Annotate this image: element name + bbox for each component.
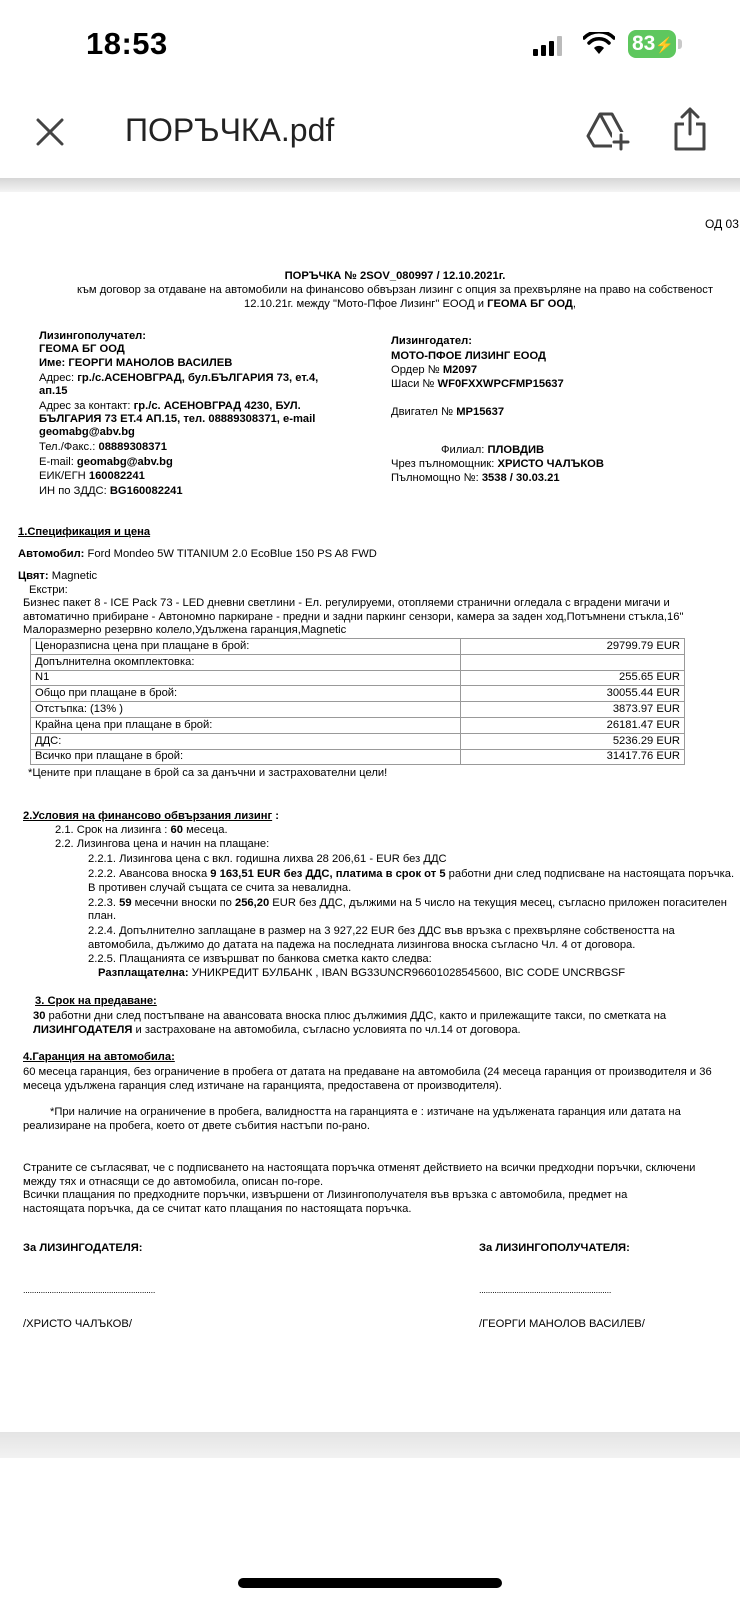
- lessee-company: ГЕОМА БГ ООД: [39, 343, 125, 355]
- price-row-label: N1: [31, 670, 461, 686]
- clause-2-2-4: 2.2.4. Допълнително заплащане в размер на 3 927,22 EUR без ДДС във връзка с прехвърляне собствеността на: [88, 925, 675, 937]
- document-title: ПОРЪЧКА.pdf: [125, 112, 335, 148]
- price-row-value: 31417.76 EUR: [461, 749, 685, 765]
- home-indicator[interactable]: [238, 1578, 502, 1588]
- lease-term: 2.1. Срок на лизинга : 60 месеца.: [55, 824, 228, 836]
- section2-title: 2.Условия на финансово обвързания лизинг :: [23, 810, 279, 822]
- price-row-label: Отстъпка: (13% ): [31, 702, 461, 718]
- status-bar: [0, 0, 740, 88]
- lessee-address-2: ап.15: [39, 385, 68, 397]
- clause-2-2-3-line2: план.: [88, 910, 117, 922]
- close-icon[interactable]: [30, 112, 70, 152]
- price-row-value: 26181.47 EUR: [461, 717, 685, 733]
- lessor-engine: Двигател № MP15637: [391, 406, 505, 418]
- lessor-branch: Филиал: ПЛОВДИВ: [441, 444, 545, 456]
- pdf-page[interactable]: [0, 192, 740, 1432]
- section1-title: 1.Спецификация и цена: [18, 526, 151, 538]
- delivery-line: 30 работни дни след постъпване на авансовата вноска плюс дължимия ДДС, както и прилежащите такси, по сметката на: [33, 1010, 667, 1022]
- clause-2-2-2: 2.2.2. Авансова вноска 9 163,51 EUR без ДДС, платима в срок от 5 работни дни след подписване на настоящата поръчка.: [88, 868, 735, 880]
- lessee-contact-address-2: БЪЛГАРИЯ 73 ЕТ.4 АП.15, тел. 08889308371, e-mail: [39, 413, 316, 425]
- price-row: [31, 670, 685, 686]
- lessor-proxy: Чрез пълномощник: ХРИСТО ЧАЛЪКОВ: [391, 458, 604, 470]
- price-row: [31, 654, 685, 670]
- title-bar: [0, 88, 740, 180]
- price-method: 2.2. Лизингова цена и начин на плащане:: [55, 838, 270, 850]
- lessee-name: Име: ГЕОРГИ МАНОЛОВ ВАСИЛЕВ: [39, 357, 233, 369]
- lessee-contact-address-3: geomabg@abv.bg: [39, 426, 135, 438]
- order-subheading-2: 12.10.21г. между "Мото-Пфое Лизинг" ЕООД и ГЕОМА БГ ООД,: [244, 298, 576, 310]
- lessor-vin: Шаси № WF0FXXWPCFMP15637: [391, 378, 564, 390]
- price-row-label: Общо при плащане в брой:: [31, 686, 461, 702]
- closing-line: между тях и отнасящи се до автомобила, описан по-горе.: [23, 1176, 324, 1188]
- lessor-order: Ордер № M2097: [391, 364, 478, 376]
- price-row: [31, 749, 685, 765]
- closing-line: Страните се съгласяват, че с подписването на настоящата поръчка отменят действието на всички предходни поръчки, сключени: [23, 1162, 696, 1174]
- lessor-poa: Пълномощно №: 3538 / 30.03.21: [391, 472, 560, 484]
- car-color: Цвят: Magnetic: [18, 570, 98, 582]
- clause-2-2-3: 2.2.3. 59 месечни вноски по 256,20 EUR без ДДС, дължими на 5 число на текущия месец, съгласно приложен погасителен: [88, 897, 727, 909]
- lessee-signature-line: ............................................................: [479, 1285, 612, 1295]
- lessor-signature-label: За ЛИЗИНГОДАТЕЛЯ:: [23, 1242, 143, 1254]
- lessee-signatory: /ГЕОРГИ МАНОЛОВ ВАСИЛЕВ/: [479, 1318, 645, 1330]
- price-row-label: Допълнителна окомплектовка:: [31, 654, 461, 670]
- battery-level: 83: [632, 32, 656, 55]
- lessee-eik: ЕИК/ЕГН 160082241: [39, 470, 145, 482]
- bank-account: Разплащателна: УНИКРЕДИТ БУЛБАНК , IBAN BG33UNCR96601028545600, BIC CODE UNCRBGSF: [98, 967, 626, 979]
- order-subheading: към договор за отдаване на автомобили на финансово обвързан лизинг с опция за прехвърляне на право на собственост: [77, 284, 713, 296]
- price-row-label: Крайна цена при плащане в брой:: [31, 717, 461, 733]
- clause-2-2-2-line2: В противен случай същата се счита за невалидна.: [88, 882, 352, 894]
- wifi-icon: [583, 32, 615, 56]
- lessor-heading: Лизингодател:: [391, 335, 472, 347]
- warranty-line-2: месеца удължена гаранция след изтичане на гаранцията, предоставена от производителя).: [23, 1080, 502, 1092]
- clause-2-2-1: 2.2.1. Лизингова цена с вкл. годишна лихва 28 206,61 - EUR без ДДС: [88, 853, 447, 865]
- extras-line: автоматично прибиране - Автономно паркиране - предни и задни паркинг сензори, камера за заден ход,Потъмнени стъкла,16": [23, 611, 684, 623]
- price-row-label: ДДС:: [31, 733, 461, 749]
- price-row: [31, 702, 685, 718]
- price-row-value: 255.65 EUR: [461, 670, 685, 686]
- page-divider: [0, 1432, 740, 1458]
- section3-title: 3. Срок на предаване:: [35, 995, 157, 1007]
- toolbar-shadow: [0, 178, 740, 192]
- lessor-company: МОТО-ПФОЕ ЛИЗИНГ ЕООД: [391, 350, 547, 362]
- warranty-note: *При наличие на ограничение в пробега, валидността на гаранцията е : изтичане на удължената гаранция или датата на: [50, 1106, 681, 1118]
- status-time: 18:53: [86, 26, 168, 61]
- lessor-signatory: /ХРИСТО ЧАЛЪКОВ/: [23, 1318, 132, 1330]
- extras-label: Екстри:: [29, 584, 68, 596]
- price-row-label: Всичко при плащане в брой:: [31, 749, 461, 765]
- clause-2-2-4-line2: автомобила, дължимо до датата на падежа на последната лизингова вноска съгласно Чл. 4 от договора.: [88, 939, 636, 951]
- share-icon[interactable]: [672, 106, 708, 152]
- car-model: Автомобил: Ford Mondeo 5W TITANIUM 2.0 EcoBlue 150 PS A8 FWD: [18, 548, 377, 560]
- price-row: [31, 686, 685, 702]
- section4-title: 4.Гаранция на автомобила:: [23, 1051, 175, 1063]
- price-row: [31, 639, 685, 655]
- price-row-value: 29799.79 EUR: [461, 639, 685, 655]
- lessee-email: E-mail: geomabg@abv.bg: [39, 456, 173, 468]
- order-heading: ПОРЪЧКА № 2SOV_080997 / 12.10.2021г.: [284, 270, 506, 282]
- closing-line: Всички плащания по предходните поръчки, извършени от Лизингополучателя във връзка с автомобила, предмет на: [23, 1189, 628, 1201]
- add-to-drive-icon[interactable]: [586, 108, 630, 152]
- signal-icon: [533, 36, 563, 56]
- lessee-phone: Тел./Факс.: 08889308371: [39, 441, 167, 453]
- lessee-contact-address: Адрес за контакт: гр./с. АСЕНОВГРАД 4230, БУЛ.: [39, 400, 301, 412]
- price-row-value: [461, 654, 685, 670]
- extras-line: Малоразмерно резервно колело,Удължена гаранция,Magnetic: [23, 624, 347, 636]
- warranty-note-2: реализиране на пробега, което от двете събития настъпи по-рано.: [23, 1120, 370, 1132]
- clause-2-2-5: 2.2.5. Плащанията се извършват по банкова сметка както следва:: [88, 953, 432, 965]
- price-row-value: 5236.29 EUR: [461, 733, 685, 749]
- battery-icon: 83⚡: [628, 30, 682, 58]
- price-row: [31, 717, 685, 733]
- price-row-value: 3873.97 EUR: [461, 702, 685, 718]
- lessee-signature-label: За ЛИЗИНГОПОЛУЧАТЕЛЯ:: [479, 1242, 630, 1254]
- price-row: [31, 733, 685, 749]
- lessor-signature-line: ............................................................: [23, 1285, 156, 1295]
- lessee-heading: Лизингополучател:: [39, 330, 147, 342]
- closing-line: настоящата поръчка, да се считат като плащания по настоящата поръчка.: [23, 1203, 412, 1215]
- price-note: *Цените при плащане в брой са за данъчни и застрахователни цели!: [28, 767, 388, 779]
- document-code: ОД 03: [705, 217, 739, 231]
- delivery-line-2: ЛИЗИНГОДАТЕЛЯ и застраховане на автомобила, съгласно условията по чл.14 от договора.: [33, 1024, 521, 1036]
- price-row-value: 30055.44 EUR: [461, 686, 685, 702]
- price-table: [30, 638, 685, 765]
- price-row-label: Ценоразписна цена при плащане в брой:: [31, 639, 461, 655]
- lessee-vat: ИН по ЗДДС: BG160082241: [39, 485, 183, 497]
- warranty-line: 60 месеца гаранция, без ограничение в пробега от датата на предаване на автомобила (24 месеца гаранция от производителя и 36: [23, 1066, 712, 1078]
- extras-line: Бизнес пакет 8 - ICE Pack 73 - LED дневни светлини - Ел. регулируеми, отопляеми странични огледала с вградени мигачи и: [23, 597, 670, 609]
- lessee-address: Адрес: гр./с.АСЕНОВГРАД, бул.БЪЛГАРИЯ 73, ет.4,: [39, 372, 319, 384]
